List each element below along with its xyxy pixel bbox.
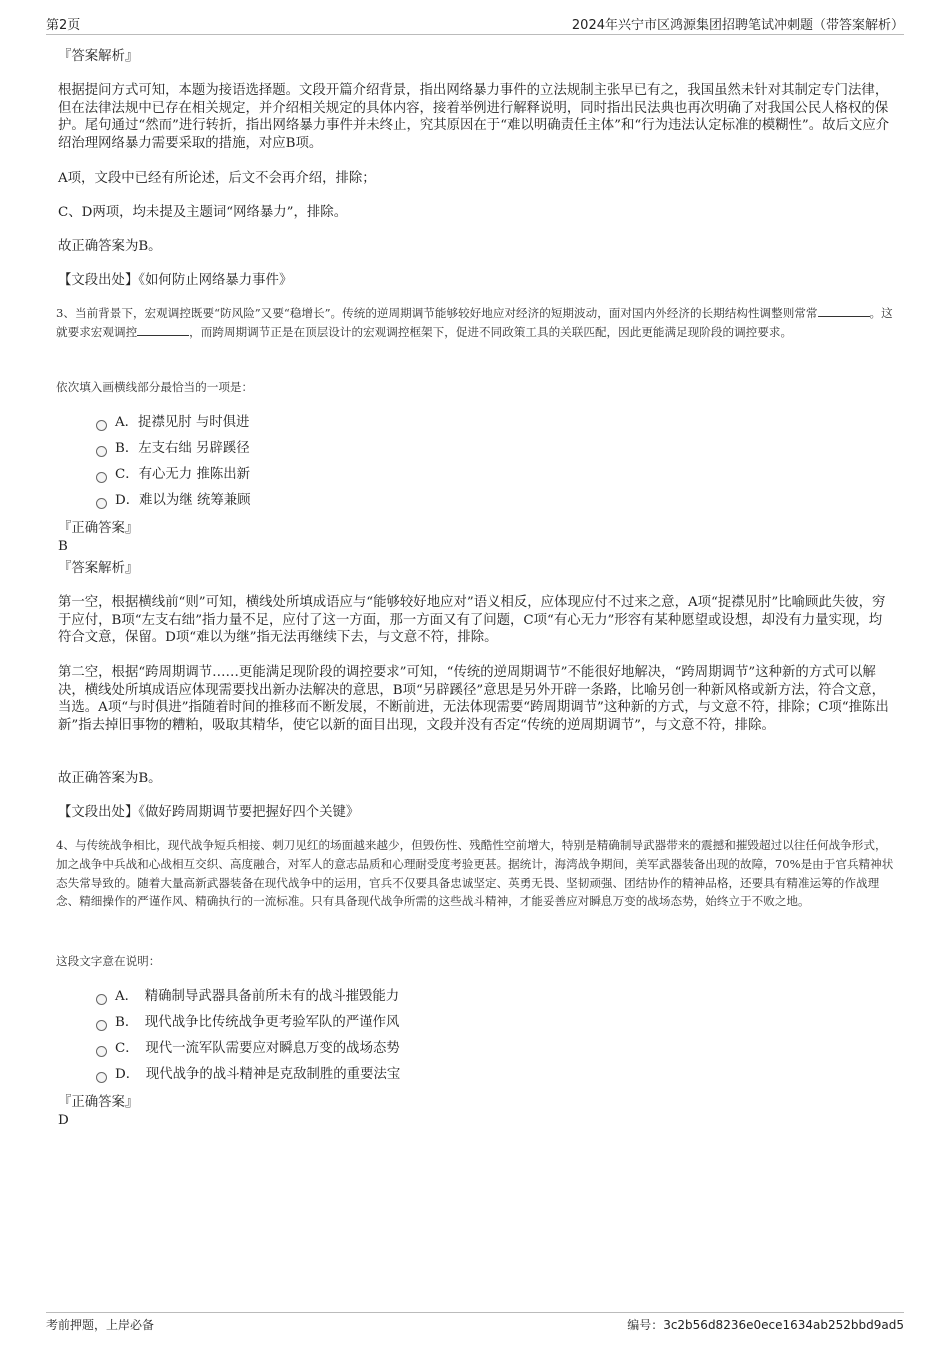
document-title: 2024年兴宁市区鸿源集团招聘笔试冲刺题（带答案解析） — [571, 18, 904, 33]
radio-icon[interactable] — [96, 472, 107, 483]
correct-answer-label: 『正确答案』 — [58, 1095, 139, 1110]
question-4-option-c[interactable]: C． 现代一流军队需要应对瞬息万变的战场态势 — [96, 1040, 400, 1058]
page-number: 第2页 — [46, 18, 81, 33]
radio-icon[interactable] — [96, 446, 107, 457]
fill-blank-2 — [137, 323, 189, 336]
fill-blank-1 — [818, 304, 870, 317]
correct-answer: B — [58, 539, 68, 554]
question-4-option-b[interactable]: B． 现代战争比传统战争更考验军队的严谨作风 — [96, 1014, 399, 1032]
analysis-label: 『答案解析』 — [58, 561, 139, 576]
question-3-option-b[interactable]: B．左支右绌 另辟蹊径 — [96, 440, 250, 458]
analysis-option-cd: C、D两项，均未提及主题词“网络暴力”，排除。 — [58, 205, 348, 220]
question-3-stem: 3、当前背景下，宏观调控既要“防风险”又要“稳增长”。传统的逆周期调节能够较好地应对经济的短期波动，面对国内外经济的长期结构性调整则常常 。这就要求宏观调控 ，而跨周期调节正是在顶层设计的宏观调控框架下，促进不同政策工具的关联匹配，因此更能满足现阶段的调控要求。 — [56, 306, 893, 339]
question-3-option-d[interactable]: D．难以为继 统筹兼顾 — [96, 492, 251, 510]
analysis-label: 『答案解析』 — [58, 49, 139, 64]
question-3-option-a[interactable]: A．捉襟见肘 与时俱进 — [96, 414, 249, 432]
analysis-paragraph-1: 第一空，根据横线前“则”可知，横线处所填成语应与“能够较好地应对”语义相反，应体现应付不过来之意，A项“捉襟见肘”比喻顾此失彼，穷于应付，B项“左支右绌”指力量不足，应付了这一方面，那一方面又有了问题，C项“有心无力”形容有某种愿望或设想，却没有力量实现，均符合文意，保留。D项“难以为继”指无法再继续下去，与文意不符，排除。 — [58, 595, 886, 645]
radio-icon[interactable] — [96, 1046, 107, 1057]
radio-icon[interactable] — [96, 420, 107, 431]
question-3-prompt: 依次填入画横线部分最恰当的一项是： — [56, 380, 254, 394]
question-4-option-d[interactable]: D． 现代战争的战斗精神是克敌制胜的重要法宝 — [96, 1066, 400, 1084]
question-4-prompt: 这段文字意在说明： — [56, 954, 161, 968]
radio-icon[interactable] — [96, 1072, 107, 1083]
answer-statement: 故正确答案为B。 — [58, 239, 162, 254]
answer-statement: 故正确答案为B。 — [58, 771, 162, 786]
radio-icon[interactable] — [96, 1020, 107, 1031]
page-header — [46, 14, 904, 35]
correct-answer-label: 『正确答案』 — [58, 521, 139, 536]
question-3-option-c[interactable]: C．有心无力 推陈出新 — [96, 466, 250, 484]
source-citation: 【文段出处】《做好跨周期调节要把握好四个关键》 — [58, 805, 360, 820]
question-4-stem: 4、与传统战争相比，现代战争短兵相接、刺刀见红的场面越来越少，但毁伤性、残酷性空前增大，特别是精确制导武器带来的震撼和摧毁超过以往任何战争形式，加之战争中兵战和心战相互交织、高度融合，对军人的意志品质和心理耐受度考验更甚。据统计，海湾战争期间，美军武器装备出现的故障，70%是由于官兵精神状态失常导致的。随着大量高新武器装备在现代战争中的运用，官兵不仅要具备忠诚坚定、英勇无畏、坚韧顽强、团结协作的精神品格，还要具有精准运筹的作战理念、精细操作的严谨作风、精确执行的一流标准。只有具备现代战争所需的这些战斗精神，才能妥善应对瞬息万变的战场态势，始终立于不败之地。 — [56, 838, 894, 909]
source-citation: 【文段出处】《如何防止网络暴力事件》 — [58, 273, 293, 288]
radio-icon[interactable] — [96, 498, 107, 509]
document-id: 编号：3c2b56d8236e0ece1634ab252bbd9ad5 — [627, 1318, 904, 1332]
page-footer — [46, 1312, 904, 1332]
question-4-option-a[interactable]: A． 精确制导武器具备前所未有的战斗摧毁能力 — [96, 988, 399, 1006]
correct-answer: D — [58, 1113, 69, 1128]
analysis-text: 根据提问方式可知，本题为接语选择题。文段开篇介绍背景，指出网络暴力事件的立法规制主张早已有之，我国虽然未针对其制定专门法律，但在法律法规中已存在相关规定，并介绍相关规定的具体内容，接着举例进行解释说明，同时指出民法典也再次明确了对我国公民人格权的保护。尾句通过“然而”进行转折，指出网络暴力事件并未终止，究其原因在于“难以明确责任主体”和“行为违法认定标准的模糊性”。故后文应介绍治理网络暴力需要采取的措施，对应B项。 — [58, 83, 890, 151]
footer-slogan: 考前押题，上岸必备 — [46, 1318, 155, 1332]
radio-icon[interactable] — [96, 994, 107, 1005]
analysis-option-a: A项，文段中已经有所论述，后文不会再介绍，排除； — [58, 171, 376, 186]
analysis-paragraph-2: 第二空，根据“跨周期调节……更能满足现阶段的调控要求”可知，“传统的逆周期调节”不能很好地解决，“跨周期调节”这种新的方式可以解决，横线处所填成语应体现需要找出新办法解决的意思，B项“另辟蹊径”意思是另外开辟一条路，比喻另创一种新风格或新方法，符合文意，当选。A项“与时俱进”指随着时间的推移而不断发展，不断前进，无法体现需要“跨周期调节”这种新的方式，与文意不符，排除；C项“推陈出新”指去掉旧事物的糟粕，吸取其精华，使它以新的面目出现，文段并没有否定“传统的逆周期调节”，与文意不符，排除。 — [58, 665, 889, 733]
